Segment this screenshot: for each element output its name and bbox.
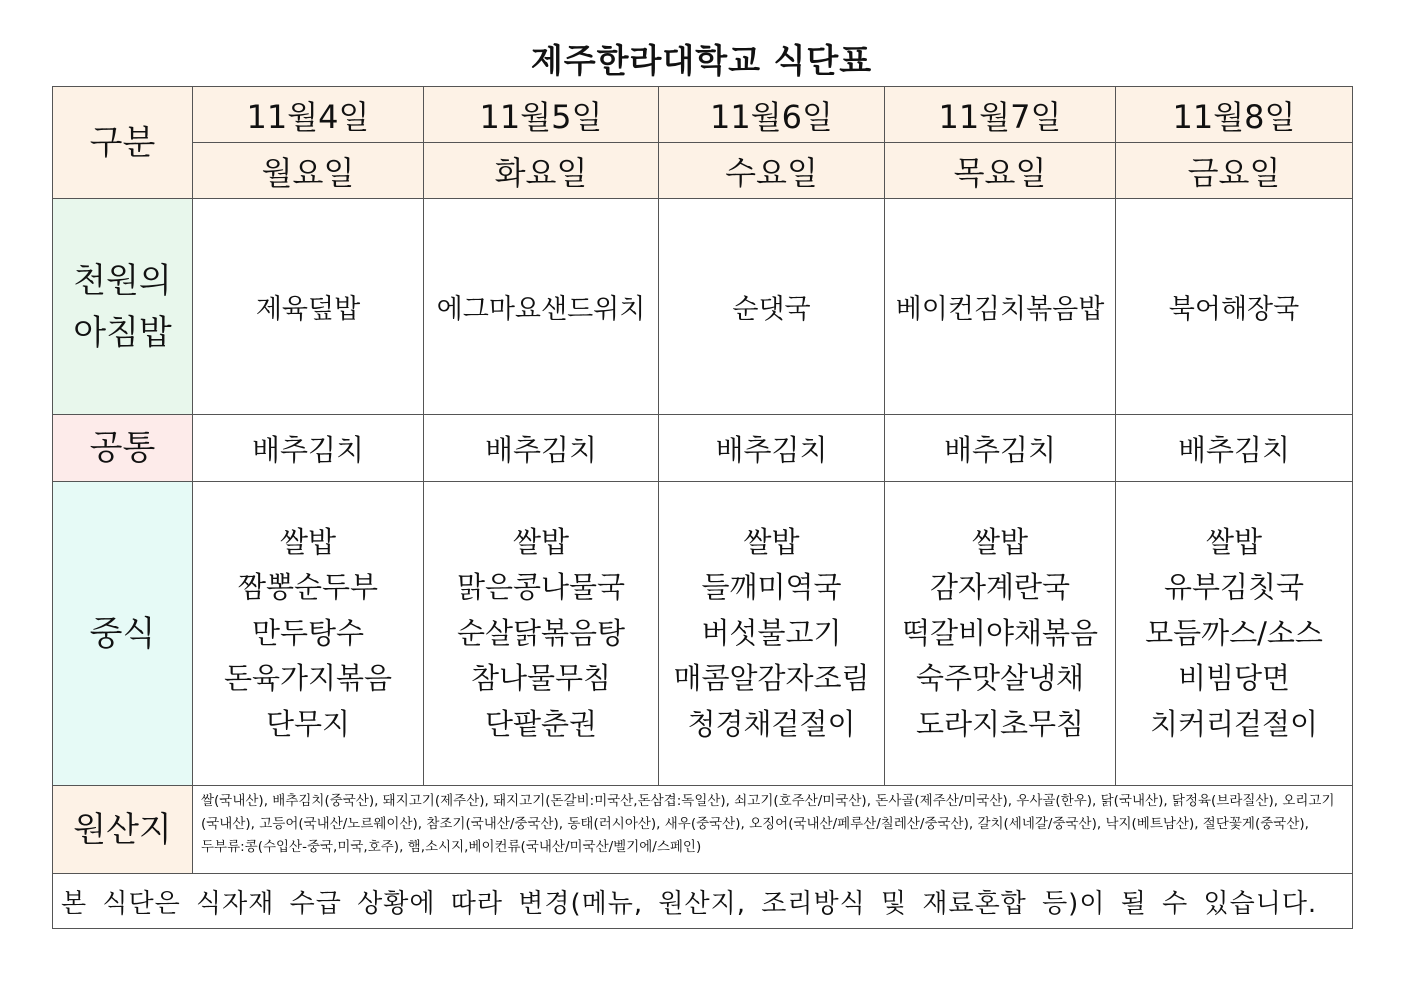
lunch-item: 짬뽕순두부	[237, 570, 379, 605]
lunch-item: 비빔당면	[1177, 661, 1291, 696]
date-cell: 11월8일	[1116, 87, 1353, 143]
lunch-cell	[1116, 482, 1353, 786]
lunch-label: 중식	[53, 482, 193, 786]
origin-label: 원산지	[53, 786, 193, 874]
lunch-item: 단무지	[265, 706, 351, 741]
lunch-item: 단팥춘권	[484, 706, 598, 741]
day-row	[53, 143, 1353, 199]
lunch-cell	[885, 482, 1116, 786]
date-cell: 11월6일	[659, 87, 885, 143]
lunch-item: 감자계란국	[929, 570, 1071, 605]
date-cell: 11월5일	[424, 87, 659, 143]
lunch-item: 만두탕수	[251, 615, 365, 650]
origin-text: 쌀(국내산), 배추김치(중국산), 돼지고기(제주산), 돼지고기(돈갈비:미국산,돈삼겹:독일산), 쇠고기(호주산/미국산), 돈사골(제주산/미국산), 우사골(한우), 닭(국내산), 닭정육(브라질산), 오리고기(국내산), 고등어(국내산/노르웨이산), 참조기(국내산/중국산), 동태(러시아산), 새우(중국산), 오징어(국내산/페루산/칠레산/중국산), 갈치(세네갈/중국산), 낙지(베트남산), 절단꽃게(중국산), 두부류:콩(수입산-중국,미국,호주), 햄,소시지,베이컨류(국내산/미국산/벨기에/스페인)	[193, 786, 1353, 874]
lunch-item: 순살닭볶음탕	[456, 615, 626, 650]
date-row	[53, 87, 1353, 143]
lunch-item: 쌀밥	[512, 524, 570, 559]
common-label: 공통	[53, 415, 193, 482]
breakfast-label	[53, 199, 193, 415]
breakfast-item: 에그마요샌드위치	[424, 199, 659, 415]
breakfast-item: 순댓국	[659, 199, 885, 415]
menu-table	[52, 86, 1353, 929]
notice-text: 본 식단은 식자재 수급 상황에 따라 변경(메뉴, 원산지, 조리방식 및 재료혼합 등)이 될 수 있습니다.	[53, 874, 1353, 929]
lunch-item: 쌀밥	[743, 524, 800, 559]
day-cell: 월요일	[193, 143, 424, 199]
common-item: 배추김치	[193, 415, 424, 482]
lunch-item: 쌀밥	[1205, 524, 1263, 559]
lunch-item: 떡갈비야채볶음	[901, 615, 1099, 650]
day-cell: 화요일	[424, 143, 659, 199]
breakfast-item: 베이컨김치볶음밥	[885, 199, 1116, 415]
lunch-item: 쌀밥	[279, 524, 337, 559]
breakfast-label-line1: 천원의	[73, 260, 172, 301]
date-cell: 11월7일	[885, 87, 1116, 143]
lunch-item: 맑은콩나물국	[456, 570, 626, 605]
date-cell: 11월4일	[193, 87, 424, 143]
origin-row	[53, 786, 1353, 874]
breakfast-label-line2: 아침밥	[73, 312, 172, 353]
day-cell: 수요일	[659, 143, 885, 199]
lunch-item: 매콤알감자조림	[673, 661, 870, 696]
common-item: 배추김치	[659, 415, 885, 482]
lunch-item: 숙주맛살냉채	[915, 661, 1085, 696]
breakfast-item: 북어해장국	[1116, 199, 1353, 415]
page-title: 제주한라대학교 식단표	[530, 41, 873, 80]
note-row	[53, 874, 1353, 929]
lunch-cell	[193, 482, 424, 786]
day-cell: 금요일	[1116, 143, 1353, 199]
lunch-item: 도라지초무침	[915, 706, 1085, 741]
breakfast-row	[53, 199, 1353, 415]
lunch-cell	[424, 482, 659, 786]
common-row	[53, 415, 1353, 482]
lunch-item: 모듬까스/소스	[1145, 615, 1323, 650]
lunch-item: 버섯불고기	[701, 615, 842, 650]
lunch-item: 참나물무침	[470, 661, 612, 696]
lunch-item: 유부김칫국	[1163, 570, 1305, 605]
lunch-item: 들깨미역국	[701, 570, 842, 605]
lunch-item: 청경채겉절이	[687, 706, 856, 741]
lunch-row	[53, 482, 1353, 786]
common-item: 배추김치	[885, 415, 1116, 482]
lunch-item: 쌀밥	[971, 524, 1029, 559]
common-item: 배추김치	[1116, 415, 1353, 482]
lunch-cell	[659, 482, 885, 786]
lunch-item: 치커리겉절이	[1149, 706, 1319, 741]
breakfast-item: 제육덮밥	[193, 199, 424, 415]
header-label: 구분	[53, 87, 193, 199]
day-cell: 목요일	[885, 143, 1116, 199]
lunch-item: 돈육가지볶음	[223, 661, 393, 696]
common-item: 배추김치	[424, 415, 659, 482]
